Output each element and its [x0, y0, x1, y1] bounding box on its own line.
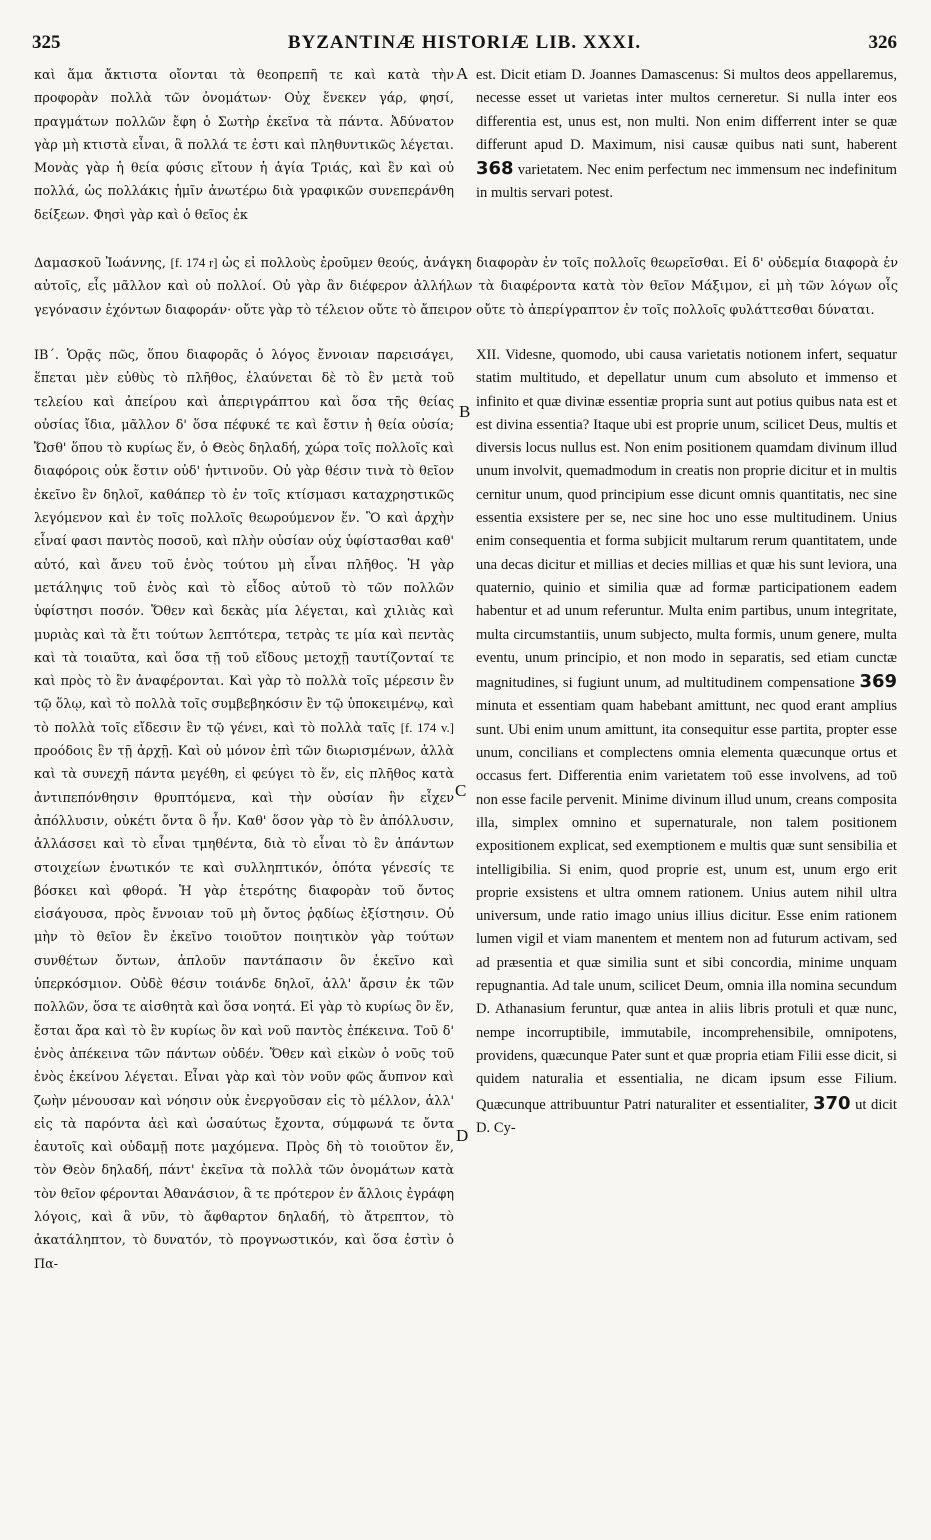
- greek-full-part1: Δαμασκοῦ Ἰωάννης,: [34, 256, 166, 271]
- section-marker-c: C: [455, 781, 467, 800]
- page-header: [32, 32, 897, 58]
- greek-full-paragraph: [34, 252, 898, 322]
- edition-page-number: 370: [812, 1092, 851, 1114]
- folio-reference: [f. 174 r]: [170, 256, 218, 270]
- latin-text-top-part2: varietatem. Nec enim perfectum nec immensum nec indefinitum in multis servari potest.: [476, 162, 897, 202]
- latin-text-top: [476, 64, 897, 206]
- section-marker-a: A: [456, 64, 469, 83]
- latin-column-bottom: [476, 344, 897, 1140]
- latin-column-top: [476, 64, 897, 206]
- folio-reference: [f. 174 v.]: [400, 720, 454, 735]
- greek-column-top: [34, 64, 454, 227]
- page-number-left: 325: [32, 32, 61, 53]
- latin-bottom-part2: minuta et essentiam quam habebant amittunt, nec quod erant amplius sunt. Ubi enim unum amittunt, ita consequitur esse partita, propter esse unum, concilians et complectens omnia elementa quæcunque ortus et occasus fert. Differentia enim varietatem τοῦ esse involvens, ad τοῦ non esse facile pervenit. Minime divinum illud unum, creans composita illa, simplex omnino et supernaturale, non talem positionem expositionem explicat, sed exemptionem e multis quæ sunt sensibilia et intelligibilia. Si enim, quod proprie est, unum est, unum ergo erit proprie exsistens et ultra omnem rationem. Unius autem nihil ultra universum, unde ratio imago unius illius dicitur. Esse enim rationem lumen vigil et viam manentem et mentem non ad futurum activam, sed ad præsentia et quæ similia sunt et sibi concordia, minime unquam repugnantia. Ad tale unum, scilicet Deum, omnia illa nomina secundum D. Athanasium feruntur, quæ antea in aliis libris protuli et quæ nunc, nempe incorruptibile, immutabile, incomprehensibile, omnipotens, providens, quæcunque Pater sunt et quæ propria etiam Filii esse dicit, si quidem naturalia et essentialia, ne dicam ipsum esse Filium. Quæcunque attribuuntur Patri naturaliter et essentialiter,: [476, 698, 897, 1113]
- greek-full-part2: ὡς εἰ πολλοὺς ἐροῦμεν θεούς, ἀνάγκη διαφορὰν ἐν τοῖς πολλοῖς θεωρεῖσθαι. Εἰ δ' οὐδεμία διαφορὰ ἐν αὐτοῖς, εἷς μᾶλλον καὶ οὐ πολλοί. Οὐ γὰρ ἂν διέφερον ἀλλήλων τὰ διαφέροντα κατὰ τὸν θεῖον Μάξιμον, εἰ μὴ τῶν λόγων οἷς γεγόνασιν ἐχόντων διαφοράν· οὔτε γὰρ τὸ τέλειον οὔτε τὸ ἄπειρον οὔτε τὸ ἀπερίγραπτον ἐν τοῖς πολλοῖς φυλάττεσθαι δύναται.: [34, 256, 898, 318]
- greek-column-bottom: [34, 344, 454, 1276]
- greek-bottom-part1: ΙΒ΄. Ὁρᾷς πῶς, ὅπου διαφορᾶς ὁ λόγος ἔννοιαν παρεισάγει, ἕπεται μὲν εὐθὺς τὸ πλῆθος, ἐλαύνεται δὲ τὸ ἓν μετὰ τοῦ τελείου καὶ ἀπείρου καὶ ἀπεριγράπτου καὶ ὅσα τῆς θείας οὐσίας ἴδια, μᾶλλον δ' ὅσα πέφυκέ τε καὶ ἔστιν ἡ θεία οὐσία; Ὥσθ' ὅπου τὸ κυρίως ἕν, ὁ Θεὸς δηλαδή, χώρα τοῖς πολλοῖς καὶ διαφόροις οὐκ ἔστιν οὐδ' ἡντινοῦν. Οὐ γὰρ θέσιν τινὰ τὸ θεῖον ἐκεῖνο ἓν δηλοῖ, καθάπερ τὸ ἐν τοῖς κτίσμασι καταχρηστικῶς λεγόμενον καὶ ἐν τοῖς πολλοῖς θεωρούμενον ἕν. Ὃ καὶ ἀρχὴν εἶναί φασι παντὸς ποσοῦ, καὶ πλὴν οὐσίαν οὐχ ὑφίστασθαι καθ' αὑτό, καὶ ἄνευ τοῦ ἑνὸς τούτου μὴ εἶναι πλῆθος. Ἡ γὰρ μετάληψις τοῦ ἑνὸς καὶ τὸ εἶδος αὐτοῦ τὸ τῶν πολλῶν ὑφίστησι ποσόν. Ὅθεν καὶ δεκὰς μία λέγεται, καὶ χιλιὰς καὶ μυριὰς καὶ τὰ ἔτι τούτων λεπτότερα, τετρὰς τε μία καὶ πεντὰς καὶ τὰ τοιαῦτα, καὶ ὅσα τῇ τοῦ εἴδους μετοχῇ ταυτίζονταί τε καὶ πρὸς τὸ ἓν ἀναφέρονται. Καὶ γὰρ τὸ πολλὰ τοῖς μέρεσιν ἓν τῷ ὅλῳ, καὶ τὸ πολλὰ τοῖς συμβεβηκόσιν ἓν τῷ ὑποκειμένῳ, καὶ τὸ πολλὰ τοῖς εἴδεσιν ἓν τῷ γένει, καὶ τὸ πολλὰ ταῖς: [34, 348, 454, 736]
- edition-page-number: 368: [476, 158, 514, 180]
- latin-bottom-paragraph: [476, 344, 897, 1140]
- greek-bottom-part2: προόδοις ἓν τῇ ἀρχῇ. Καὶ οὐ μόνον ἐπὶ τῶν διωρισμένων, ἀλλὰ καὶ τὰ συνεχῆ πάντα μεγέθη, εἰ φεύγει τὸ ἕν, εἰς πλῆθος κατὰ ἀντιπεπόνθησιν θρυπτόμενα, καὶ τὴν οὐσίαν ἣν εἶχεν ἀπόλλυσιν, οὐκέτι ὄντα ὃ ἦν. Καθ' ὅσον γὰρ τὸ ἓν ἀπόλλυσιν, ἀλλάσσει καὶ τὸ εἶναι τμηθέντα, διὰ τὸ εἶναι τὸ ἓν ἁπάντων στοιχείων ἑνωτικόν τε καὶ συλληπτικόν, ὁπότα γένεσίς τε βόσκει καὶ φθορά. Ἡ γὰρ ἑτερότης διαφορὰν τοῦ ὄντος εἰσάγουσα, πρὸς ἔννοιαν τοῦ μὴ ὄντος ῥᾳδίως ἐξίστησιν. Οὐ μὴν τὸ θεῖον ἓν ἐκεῖνο τοιοῦτον ποιητικὸν γὰρ τούτων συνθέτων ὄντων, ἁπλοῦν παντάπασιν ὃν ἐκεῖνο καὶ ὑπερκόσμιον. Οὐδὲ θέσιν τοιάνδε δηλοῖ, ἀλλ' ἄρσιν ἐκ τῶν πολλῶν, ὅσα τε αἰσθητὰ καὶ ὅσα νοητά. Εἰ γὰρ τὸ κυρίως ὂν ἕν, ἔσται ἄρα καὶ τὸ ἓν κυρίως ὂν καὶ νοῦ παντὸς ἐπέκεινα. Τοῦ δ' ἑνὸς ἀπέκεινα τῶν πάντων οὐδέν. Ὅθεν καὶ εἰκὼν ὁ νοῦς τοῦ ἑνὸς ἐκείνου λέγεται. Εἶναι γὰρ καὶ τὸν νοῦν φῶς ἄυπνον καὶ ζωὴν μένουσαν καὶ νόησιν οὐκ ἐνεργοῦσαν εἰς τὸ μέλλον, ἀλλ' εἰς τὰ παρόντα ἀεὶ καὶ ὡσαύτως ἔχοντα, σύμφωνά τε ὄντα ἑαυτοῖς καὶ οὐδαμῇ ποτε μαχόμενα. Πρὸς δὴ τὸ τοιοῦτον ἕν, τὸν Θεὸν δηλαδή, πάντ' ἐκεῖνα τὰ πολλὰ τῶν ὀνομάτων κατὰ τὸν θεῖον φέρονται Ἀθανάσιον, ἃ τε πρότερον ἐν ἄλλοις ἐγράφη λόγοις, καὶ ἃ νῦν, τὸ ἄφθαρτον δηλαδή, τὸ ἄτρεπτον, τὸ ἀκατάληπτον, τὸ δυνατόν, τὸ προγνωστικόν, καὶ ὅσα ἐστὶν ὁ Πα-: [34, 744, 454, 1272]
- greek-full-width-passage: [34, 252, 898, 322]
- latin-text-top-part1: est. Dicit etiam D. Joannes Damascenus: Si multos deos appellaremus, necesse esset ut varietas inter multos cerneretur. Si nulla inter eos differentia est, unus est, non multi. Non enim differrent inter se quæ differunt apud D. Maximum, nisi causæ quibus nati sunt, haberent: [476, 67, 897, 153]
- edition-page-number: 369: [859, 671, 898, 693]
- greek-text-top: καὶ ἅμα ἄκτιστα οἴονται τὰ θεοπρεπῆ τε καὶ κατὰ τὴν προφορὰν πολλὰ τῶν ὀνομάτων· Οὐχ ἕνεκεν γάρ, φησί, πραγμάτων πολλῶν ἔφη ὁ Σωτὴρ ἐκεῖνα τὰ πάντα. Ἀδύνατον γὰρ μὴ κτιστὰ εἶναι, ἃ πολλά τε ἐστι καὶ πληθυντικῶς λέγεται. Μονὰς γὰρ ἡ θεία φύσις εἴτουν ἡ ἁγία Τριάς, καὶ ἓν καὶ οὐ πολλά, ὡς πολλάκις ἡμῖν ἀνωτέρω διὰ γραφικῶν συνεπεράνθη δείξεων. Φησὶ γὰρ καὶ ὁ θεῖος ἐκ: [34, 68, 454, 223]
- latin-bottom-part1: XII. Videsne, quomodo, ubi causa varietatis notionem infert, sequatur statim multitudo, et depellatur unum cum absoluto et immenso et infinito et quæ divinæ essentiæ propria sunt aut potius quibus nata est et est divina essentia? Itaque ubi est proprie unum, scilicet Deus, multis et diversis locus nullus est. Non enim positionem quamdam divinum illud unum involvit, quemadmodum in creatis non proprie dicitur et in multis cernitur unum, quod principium esse dicunt omnis quantitatis, nec sine essentia exsistere per se, nec sine hoc uno esse multitudinem. Unius enim consequentia et forma subjicit multarum rerum quantitatem, unde una decas dicitur et millias et decies millias et quæ his sunt leviora, una quaternio, quinio et similia quæ ad formæ participationem eadem habentur et ad unum referuntur. Multa enim partibus, unum integritate, multa circumstantiis, unum subjecto, multa formis, unum genere, multa eventu, unum principio, et non modo in separatis, sed etiam cunctæ magnitudines, si fugiunt unum, ad multitudinem compensatione: [476, 347, 897, 692]
- latin-bottom-part3: ut dicit D. Cy-: [476, 1096, 897, 1136]
- section-marker-d: D: [456, 1126, 469, 1145]
- page-number-right: 326: [868, 32, 897, 53]
- section-marker-b: B: [459, 402, 471, 421]
- running-title: BYZANTINÆ HISTORIÆ LIB. XXXI.: [287, 32, 642, 53]
- greek-bottom-paragraph: [34, 344, 454, 1276]
